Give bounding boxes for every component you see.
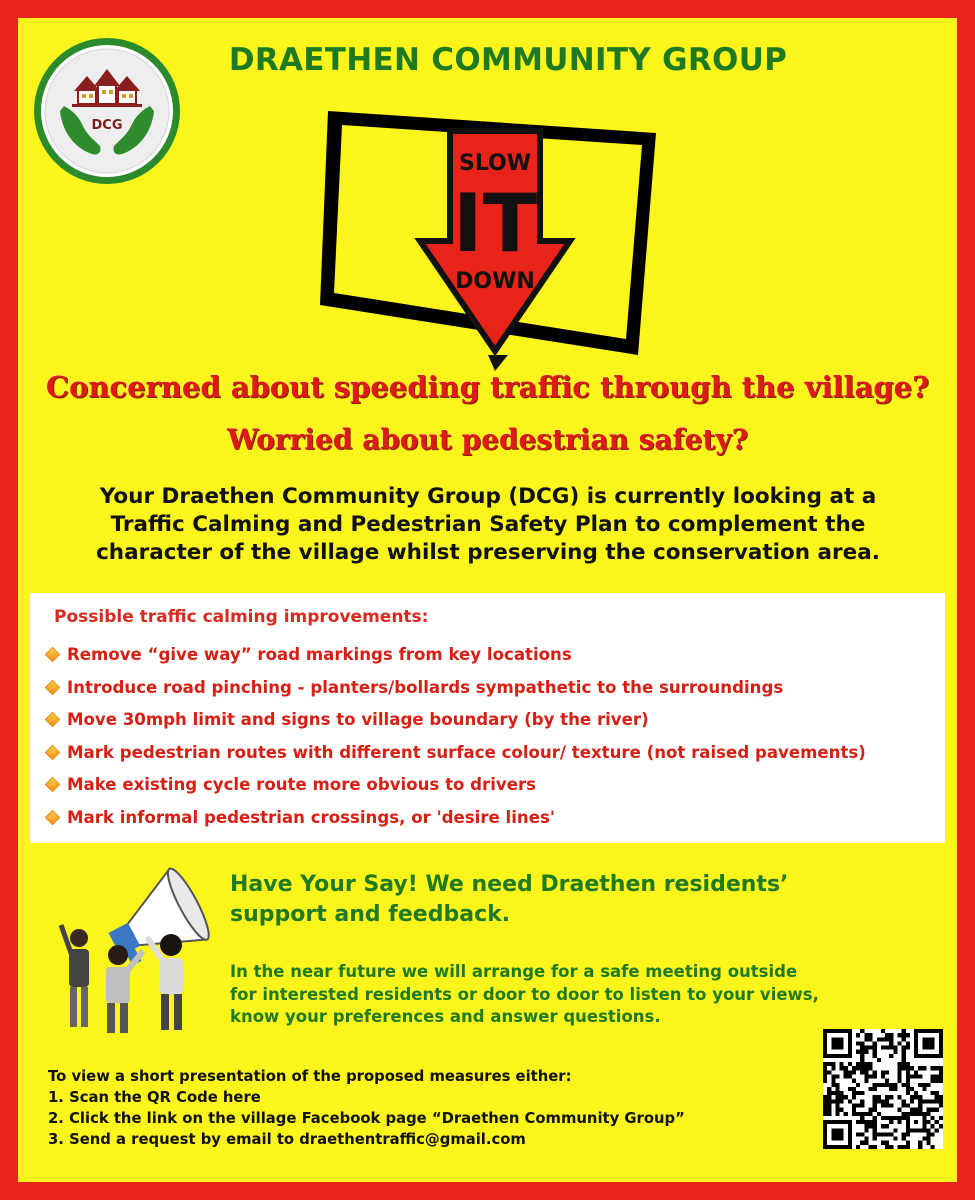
improvements-box [30,593,945,843]
megaphone-people-illustration [43,863,223,1038]
diamond-bullet-icon [45,647,61,663]
presentation-instructions [48,1066,685,1150]
qr-code-icon[interactable] [823,1026,943,1152]
instruction-line: 2. Click the link on the village Facebook page “Draethen Community Group” [48,1110,685,1127]
list-item: Mark informal pedestrian crossings, or 'desire lines' [44,808,866,841]
headline-speeding: Concerned about speeding traffic through the village? [45,370,930,404]
sign-down-text: DOWN [455,269,535,294]
list-item: Move 30mph limit and signs to village boundary (by the river) [44,710,866,743]
future-line: know your preferences and answer questions. [230,1007,661,1026]
sign-slow-text: SLOW [458,151,532,176]
sign-it-text: IT [452,177,538,270]
intro-line: Your Draethen Community Group (DCG) is currently looking at a [99,484,877,509]
org-title: DRAETHEN COMMUNITY GROUP [228,42,788,78]
instruction-line: 3. Send a request by email to draethentraffic@gmail.com [48,1131,526,1148]
headline-pedestrian: Worried about pedestrian safety? [226,423,749,456]
logo-text: DCG [91,118,123,133]
poster [18,18,957,1182]
improvements-title: Possible traffic calming improvements: [54,607,429,627]
list-item: Introduce road pinching - planters/bollards sympathetic to the surroundings [44,678,866,711]
improvements-list [44,645,866,840]
diamond-bullet-icon [45,712,61,728]
intro-paragraph [58,483,918,567]
intro-line: character of the village whilst preserving the conservation area. [96,540,880,565]
future-line: In the near future we will arrange for a safe meeting outside [230,962,798,981]
slow-it-down-sign [308,93,668,373]
have-your-say-heading [230,870,788,930]
list-item: Remove “give way” road markings from key locations [44,645,866,678]
instruction-line: To view a short presentation of the proposed measures either: [48,1068,572,1085]
list-item: Mark pedestrian routes with different surface colour/ texture (not raised pavements) [44,743,866,776]
diamond-bullet-icon [45,679,61,695]
list-item: Make existing cycle route more obvious to drivers [44,775,866,808]
future-meeting-paragraph [230,961,819,1029]
say-line: support and feedback. [230,902,511,927]
intro-line: Traffic Calming and Pedestrian Safety Plan to complement the [110,512,866,537]
future-line: for interested residents or door to door to listen to your views, [230,984,819,1004]
diamond-bullet-icon [45,809,61,825]
diamond-bullet-icon [45,777,61,793]
instruction-line: 1. Scan the QR Code here [48,1089,261,1106]
say-line: Have Your Say! We need Draethen residents’ [230,872,789,897]
diamond-bullet-icon [45,744,61,760]
dcg-logo [32,36,182,186]
